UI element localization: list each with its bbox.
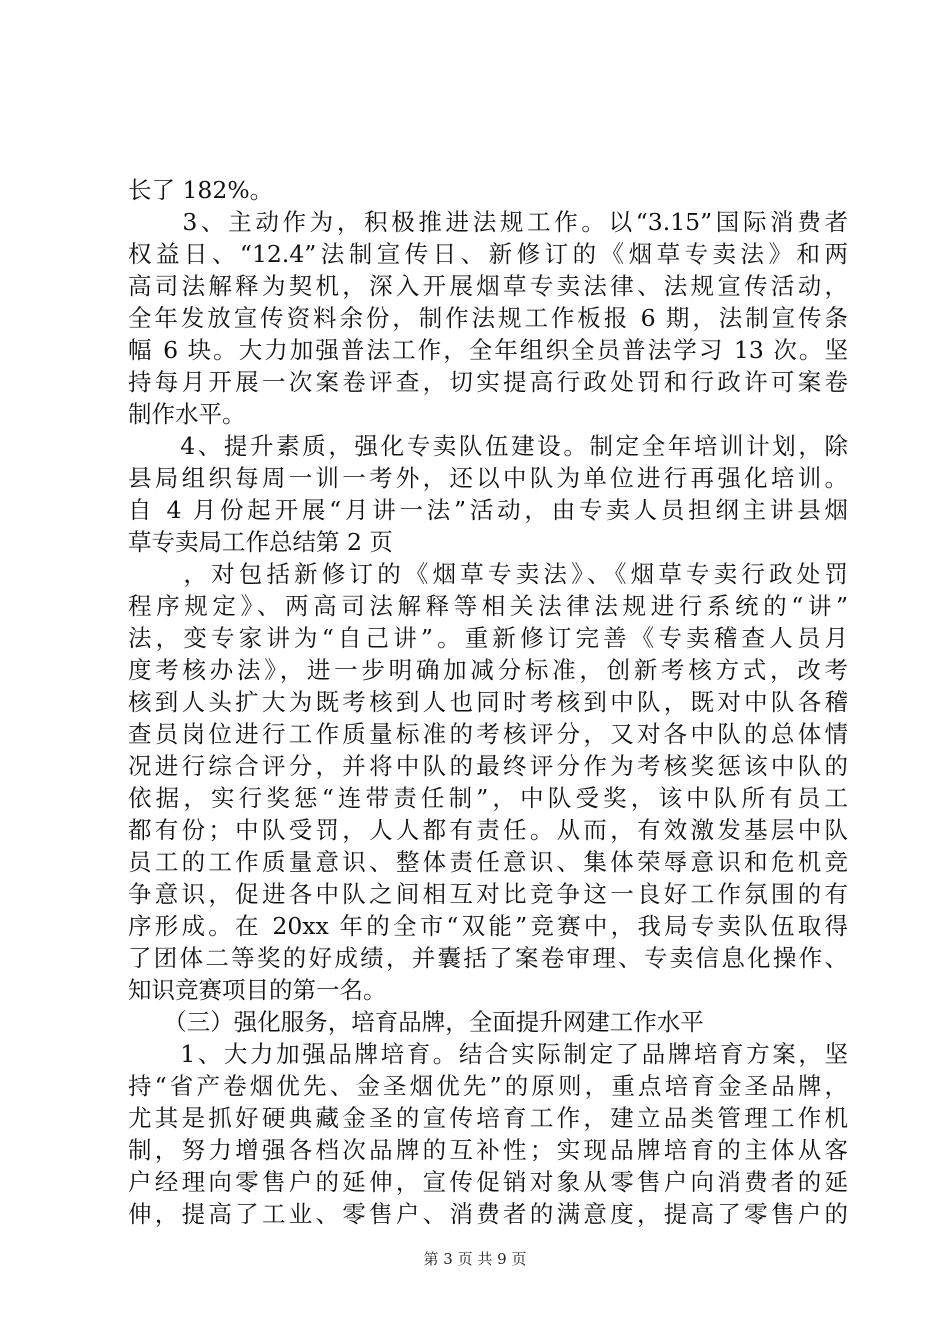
text-line: 权益日、“12.4”法制宣传日、新修订的《烟草专卖法》和两 — [128, 240, 848, 268]
text-line: 尤其是抓好硬典藏金圣的宣传培育工作，建立品类管理工作机 — [128, 1104, 848, 1132]
text-line: 高司法解释为契机，深入开展烟草专卖法律、法规宣传活动， — [128, 272, 848, 300]
text-line: 长了 182%。 — [128, 176, 274, 204]
text-line: 县局组织每周一训一考外，还以中队为单位进行再强化培训。 — [128, 464, 848, 492]
text-line: 制作水平。 — [128, 400, 246, 428]
text-line: 知识竞赛项目的第一名。 — [128, 976, 387, 1004]
text-line: 4、提升素质，强化专卖队伍建设。制定全年培训计划，除 — [128, 432, 848, 460]
text-line: 法，变专家讲为“自己讲”。重新修订完善《专卖稽查人员月 — [128, 624, 848, 652]
text-line: 依据，实行奖惩“连带责任制”，中队受奖，该中队所有员工 — [128, 784, 848, 812]
text-line: 员工的工作质量意识、整体责任意识、集体荣辱意识和危机竞 — [128, 848, 848, 876]
text-line: 程序规定》、两高司法解释等相关法律法规进行系统的“讲” — [128, 592, 848, 620]
text-line: 自 4 月份起开展“月讲一法”活动，由专卖人员担纲主讲县烟 — [128, 496, 848, 524]
text-line: ，对包括新修订的《烟草专卖法》、《烟草专卖行政处罚 — [128, 560, 848, 588]
text-line: 核到人头扩大为既考核到人也同时考核到中队，既对中队各稽 — [128, 688, 848, 716]
text-line: 全年发放宣传资料余份，制作法规工作板报 6 期，法制宣传条 — [128, 304, 848, 332]
text-line: 制，努力增强各档次品牌的互补性；实现品牌培育的主体从客 — [128, 1136, 848, 1164]
text-line: 都有份；中队受罚，人人都有责任。从而，有效激发基层中队 — [128, 816, 848, 844]
text-line: 查员岗位进行工作质量标准的考核评分，又对各中队的总体情 — [128, 720, 848, 748]
text-line: 3、主动作为，积极推进法规工作。以“3.15”国际消费者 — [128, 208, 848, 236]
text-line: 幅 6 块。大力加强普法工作，全年组织全员普法学习 13 次。坚 — [128, 336, 848, 364]
text-line: 伸，提高了工业、零售户、消费者的满意度，提高了零售户的 — [128, 1200, 848, 1228]
text-line: 持每月开展一次案卷评查，切实提高行政处罚和行政许可案卷 — [128, 368, 848, 396]
text-line: 了团体二等奖的好成绩，并囊括了案卷审理、专卖信息化操作、 — [128, 944, 848, 972]
text-line: 1、大力加强品牌培育。结合实际制定了品牌培育方案，坚 — [128, 1040, 848, 1068]
text-line: 度考核办法》，进一步明确加减分标准，创新考核方式，改考 — [128, 656, 848, 684]
text-line: 序形成。在 20xx 年的全市“双能”竞赛中，我局专卖队伍取得 — [128, 912, 848, 940]
section-heading: （三）强化服务，培育品牌，全面提升网建工作水平 — [128, 1008, 704, 1036]
text-line: 持“省产卷烟优先、金圣烟优先”的原则，重点培育金圣品牌， — [128, 1072, 848, 1100]
text-line: 户经理向零售户的延伸，宣传促销对象从零售户向消费者的延 — [128, 1168, 848, 1196]
text-line: 草专卖局工作总结第 2 页 — [128, 528, 393, 556]
text-line: 况进行综合评分，并将中队的最终评分作为考核奖惩该中队的 — [128, 752, 848, 780]
text-line: 争意识，促进各中队之间相互对比竞争这一良好工作氛围的有 — [128, 880, 848, 908]
page-footer: 第 3 页 共 9 页 — [423, 1250, 527, 1268]
